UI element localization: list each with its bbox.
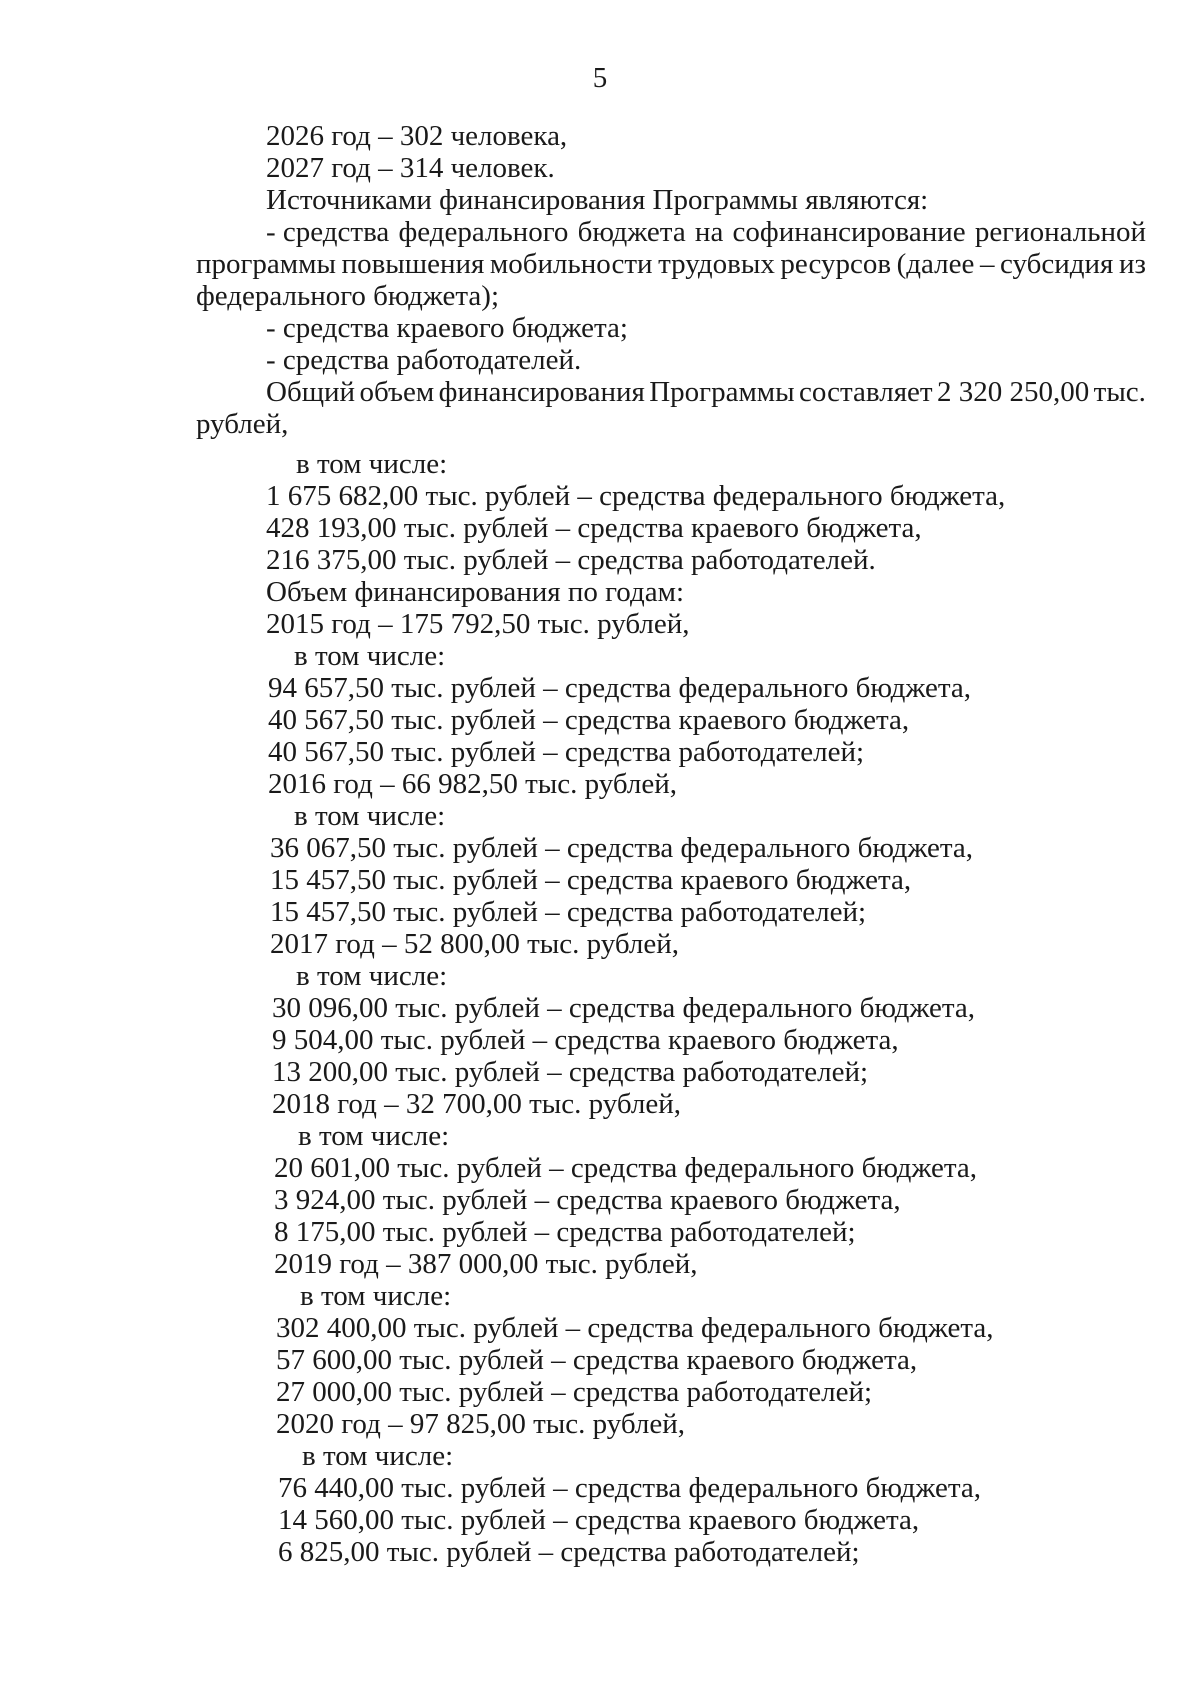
text-line: Объем финансирования по годам:	[266, 576, 685, 608]
text-line: - средства краевого бюджета;	[266, 312, 628, 344]
text-line: в том числе:	[296, 960, 448, 992]
text-line: 2027 год – 314 человек.	[266, 152, 555, 184]
text-line: в том числе:	[300, 1280, 452, 1312]
text-line: 94 657,50 тыс. рублей – средства федерального бюджета,	[268, 672, 972, 704]
text-line: 14 560,00 тыс. рублей – средства краевого бюджета,	[278, 1504, 920, 1536]
text-line: 13 200,00 тыс. рублей – средства работодателей;	[272, 1056, 869, 1088]
word: 2 320 250,00	[936, 376, 1090, 408]
text-line: 216 375,00 тыс. рублей – средства работодателей.	[266, 544, 876, 576]
word: - средства	[266, 216, 390, 248]
word: (далее	[896, 248, 975, 280]
word: Общий	[266, 376, 356, 408]
text-line: 6 825,00 тыс. рублей – средства работодателей;	[278, 1536, 860, 1568]
word: составляет	[799, 376, 933, 408]
text-line: 2017 год – 52 800,00 тыс. рублей,	[270, 928, 680, 960]
word: бюджета	[577, 216, 686, 248]
text-line: 428 193,00 тыс. рублей – средства краевого бюджета,	[266, 512, 922, 544]
text-line: 1 675 682,00 тыс. рублей – средства федерального бюджета,	[266, 480, 1006, 512]
text-line: в том числе:	[298, 1120, 450, 1152]
word: региональной	[974, 216, 1146, 248]
text-line: рублей,	[196, 408, 289, 440]
text-line: 27 000,00 тыс. рублей – средства работодателей;	[276, 1376, 873, 1408]
word: субсидия	[1000, 248, 1114, 280]
text-line: 15 457,50 тыс. рублей – средства краевого бюджета,	[270, 864, 912, 896]
text-line: в том числе:	[302, 1440, 454, 1472]
word: ресурсов	[780, 248, 892, 280]
word: трудовых	[658, 248, 775, 280]
text-line: федерального бюджета);	[196, 280, 500, 312]
text-line: в том числе:	[294, 640, 446, 672]
text-line: 15 457,50 тыс. рублей – средства работодателей;	[270, 896, 867, 928]
justified-line	[266, 376, 1146, 408]
word: –	[979, 248, 995, 280]
text-line: - средства работодателей.	[266, 344, 582, 376]
text-line: Источниками финансирования Программы являются:	[266, 184, 929, 216]
word: программы	[196, 248, 336, 280]
text-line: 2026 год – 302 человека,	[266, 120, 568, 152]
text-line: 57 600,00 тыс. рублей – средства краевого бюджета,	[276, 1344, 918, 1376]
word: повышения	[341, 248, 485, 280]
text-line: 2018 год – 32 700,00 тыс. рублей,	[272, 1088, 682, 1120]
text-line: 2020 год – 97 825,00 тыс. рублей,	[276, 1408, 686, 1440]
text-line: 30 096,00 тыс. рублей – средства федерального бюджета,	[272, 992, 976, 1024]
word: финансирования	[438, 376, 645, 408]
text-line: 40 567,50 тыс. рублей – средства краевого бюджета,	[268, 704, 910, 736]
text-line: 2016 год – 66 982,50 тыс. рублей,	[268, 768, 678, 800]
page-number: 5	[592, 62, 608, 94]
text-line: в том числе:	[294, 800, 446, 832]
word: софинансирование	[732, 216, 966, 248]
text-line: 2015 год – 175 792,50 тыс. рублей,	[266, 608, 690, 640]
text-line: в том числе:	[296, 448, 448, 480]
text-line: 8 175,00 тыс. рублей – средства работодателей;	[274, 1216, 856, 1248]
word: тыс.	[1093, 376, 1146, 408]
justified-line	[266, 216, 1146, 248]
text-line: 76 440,00 тыс. рублей – средства федерального бюджета,	[278, 1472, 982, 1504]
text-line: 20 601,00 тыс. рублей – средства федерального бюджета,	[274, 1152, 978, 1184]
text-line: 302 400,00 тыс. рублей – средства федерального бюджета,	[276, 1312, 994, 1344]
word: Программы	[649, 376, 795, 408]
text-line: 36 067,50 тыс. рублей – средства федерального бюджета,	[270, 832, 974, 864]
text-line: 2019 год – 387 000,00 тыс. рублей,	[274, 1248, 698, 1280]
text-line: 9 504,00 тыс. рублей – средства краевого бюджета,	[272, 1024, 899, 1056]
word: мобильности	[489, 248, 653, 280]
word: из	[1118, 248, 1146, 280]
word: на	[694, 216, 724, 248]
text-line: 3 924,00 тыс. рублей – средства краевого бюджета,	[274, 1184, 901, 1216]
word: федерального	[398, 216, 569, 248]
text-line: 40 567,50 тыс. рублей – средства работодателей;	[268, 736, 865, 768]
word: объем	[359, 376, 435, 408]
justified-line	[196, 248, 1146, 280]
